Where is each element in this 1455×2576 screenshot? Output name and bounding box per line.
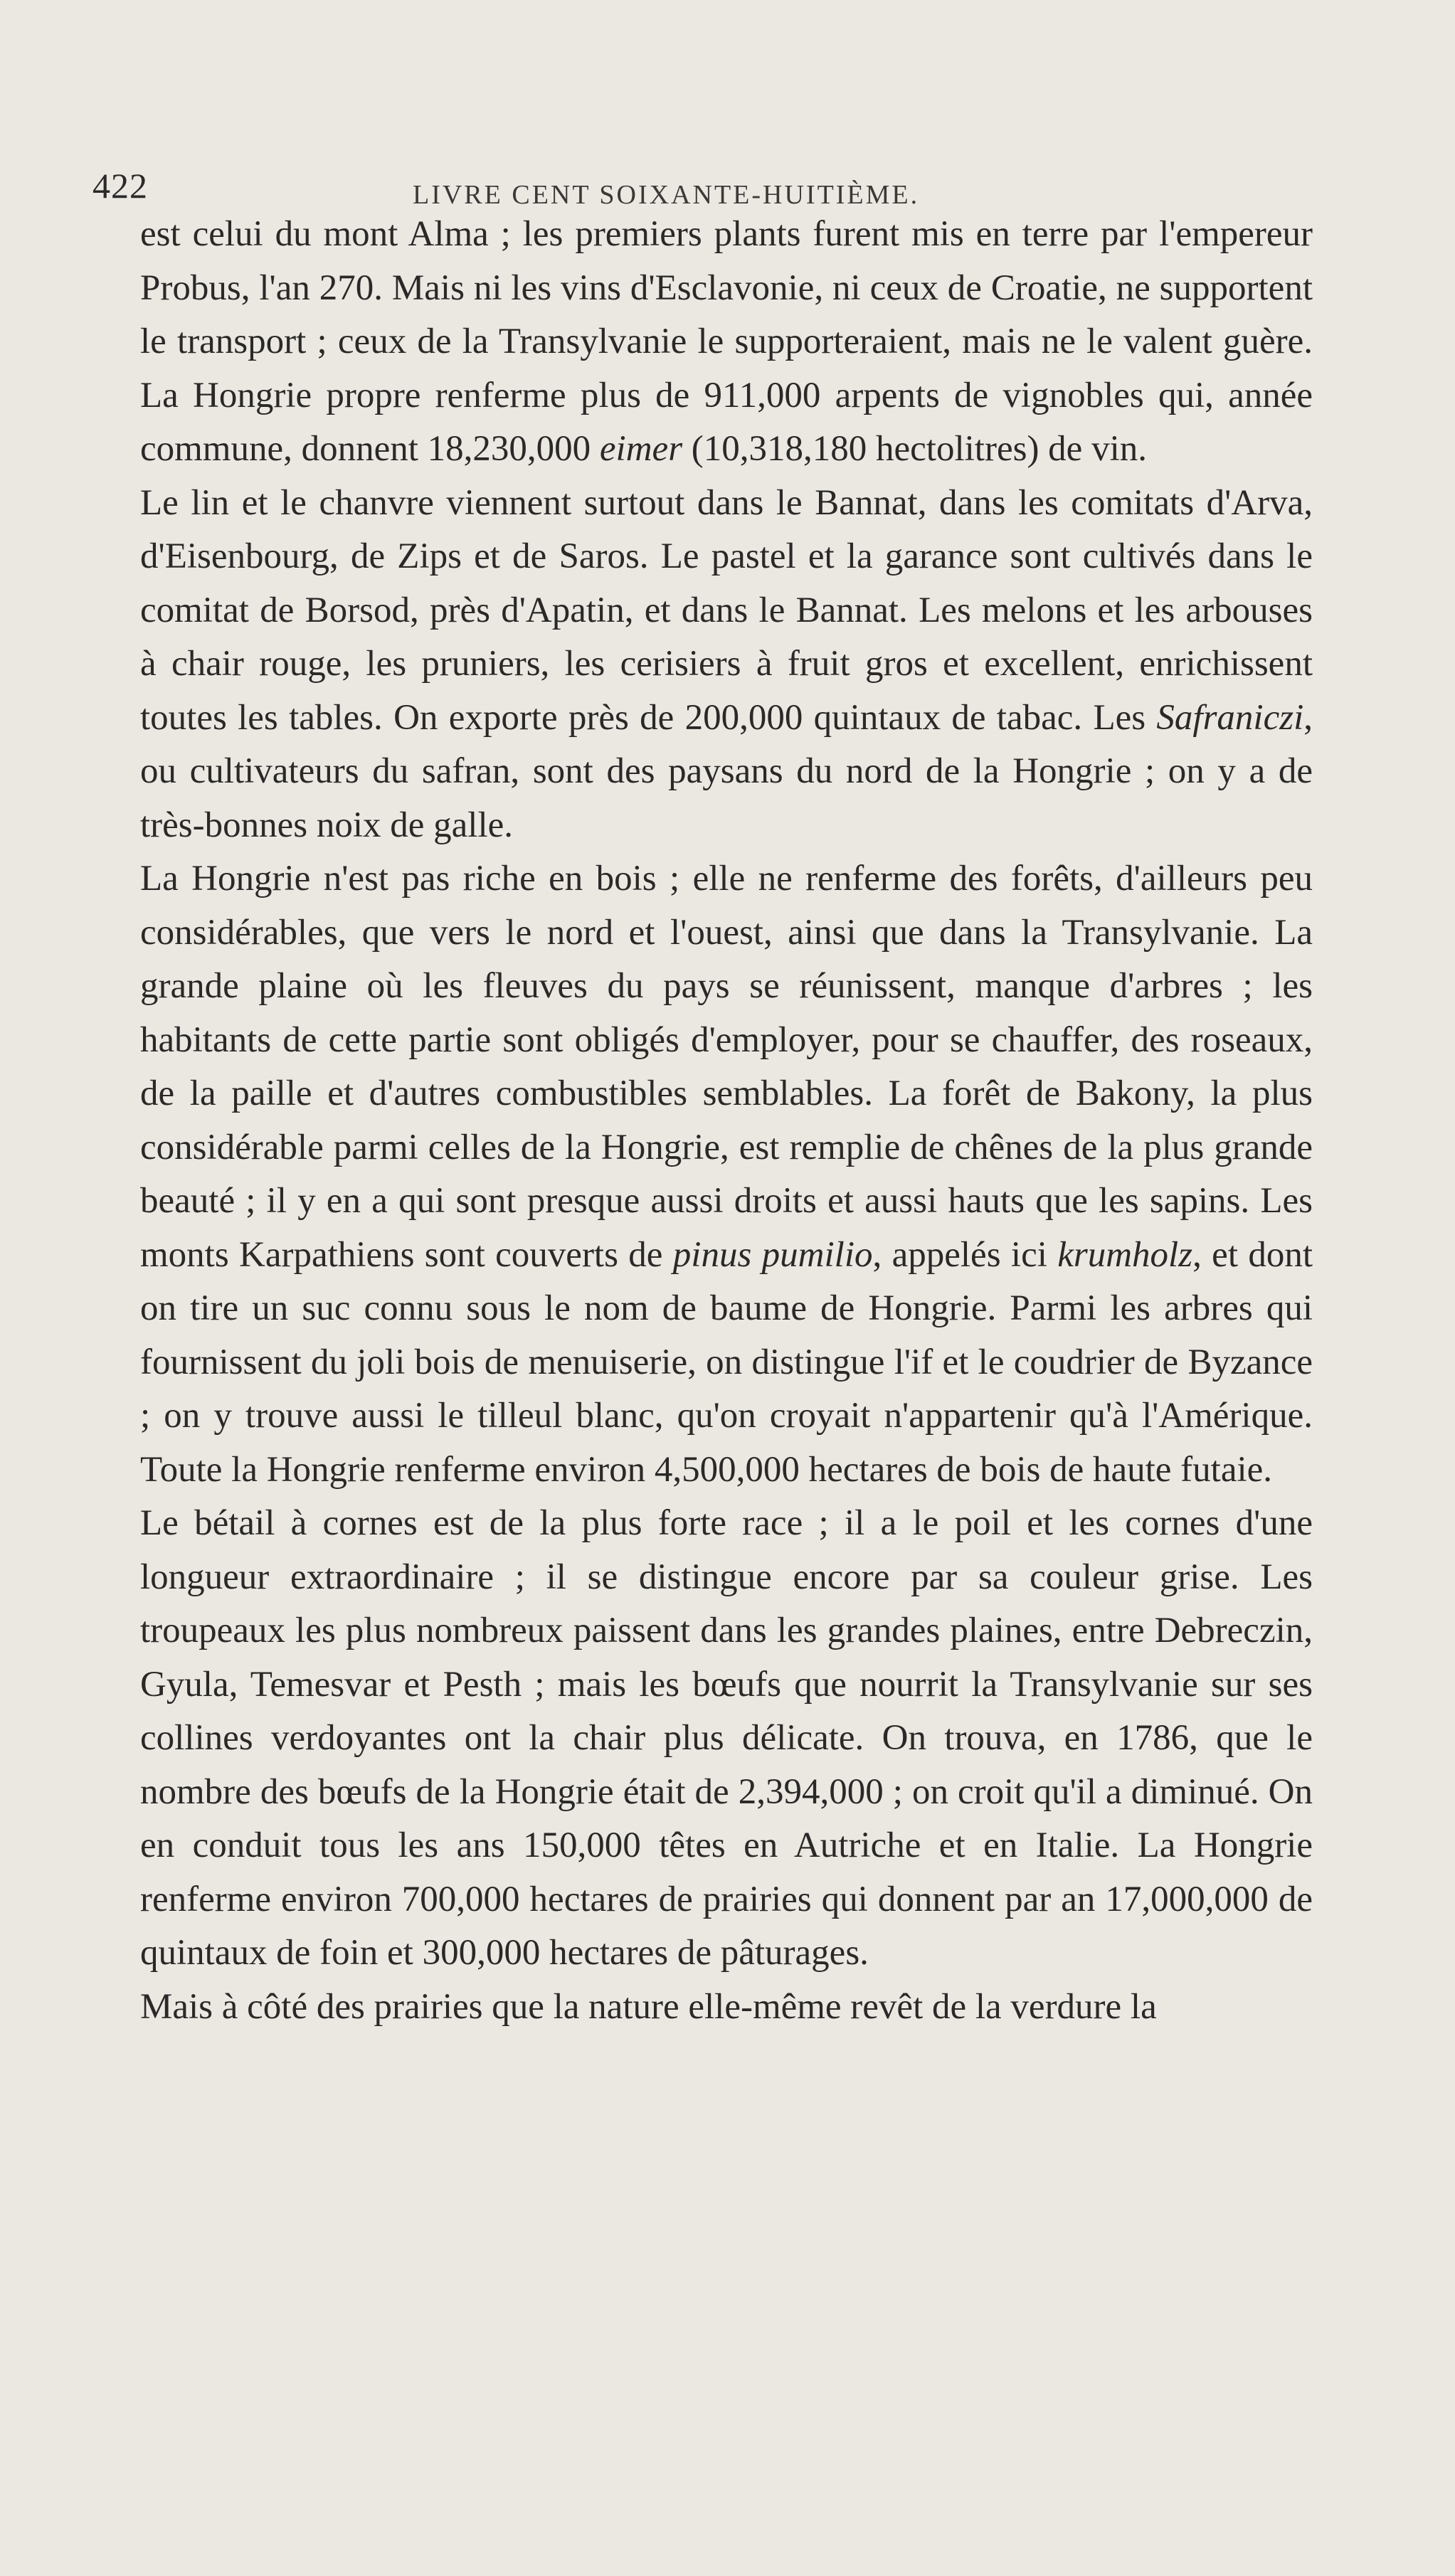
page-number: 422 xyxy=(92,166,148,206)
text-run: est celui du mont Alma ; les premiers plants furent mis en terre par l'empereur Probus, l'an 270. Mais ni les vins d'Esclavonie, ni ceux de Croatie, ne supportent le transport ; ceux de la Transylvanie le supporteraient, mais ne le valent guère. La Hongrie propre renferme plus de 911,000 arpents de vignobles qui, année commune, donnent 18,230,000 xyxy=(140,214,1313,469)
text-run: , ou cultivateurs du safran, sont des paysans du nord de la Hongrie ; on y a de très-bonnes noix de galle. xyxy=(140,697,1313,845)
text-run: Mais à côté des prairies que la nature elle-même revêt de la verdure la xyxy=(140,1986,1157,2027)
italic-term-krumholz: krumholz xyxy=(1057,1234,1193,1275)
paragraph-prairies xyxy=(140,1981,1313,2035)
text-run: La Hongrie n'est pas riche en bois ; elle ne renferme des forêts, d'ailleurs peu considérables, que vers le nord et l'ouest, ainsi que dans la Transylvanie. La grande plaine où les fleuves du pays se réunissent, manque d'arbres ; les habitants de cette partie sont obligés d'employer, pour se chauffer, des roseaux, de la paille et d'autres combustibles semblables. La forêt de Bakony, la plus considérable parmi celles de la Hongrie, est remplie de chênes de la plus grande beauté ; il y en a qui sont presque aussi droits et aussi hauts que les sapins. Les monts Karpathiens sont couverts de xyxy=(140,859,1313,1275)
text-run: , et dont on tire un suc connu sous le nom de baume de Hongrie. Parmi les arbres qui fournissent du joli bois de menuiserie, on distingue l'if et le coudrier de Byzance ; on y trouve aussi le tilleul blanc, qu'on croyait n'appartenir qu'à l'Amérique. Toute la Hongrie renferme environ 4,500,000 hectares de bois de haute futaie. xyxy=(140,1234,1313,1490)
text-run: Le bétail à cornes est de la plus forte race ; il a le poil et les cornes d'une longueur extraordinaire ; il se distingue encore par sa couleur grise. Les troupeaux les plus nombreux paissent dans les grandes plaines, entre Debreczin, Gyula, Temesvar et Pesth ; mais les bœufs que nourrit la Transylvanie sur ses collines verdoyantes ont la chair plus délicate. On trouva, en 1786, que le nombre des bœufs de la Hongrie était de 2,394,000 ; on croit qu'il a diminué. On en conduit tous les ans 150,000 têtes en Autriche et en Italie. La Hongrie renferme environ 700,000 hectares de prairies qui donnent par an 17,000,000 de quintaux de foin et 300,000 hectares de pâturages. xyxy=(140,1503,1313,1973)
body-text xyxy=(140,208,1313,2034)
italic-term-eimer: eimer xyxy=(599,429,683,469)
text-run: (10,318,180 hectolitres) de vin. xyxy=(682,429,1147,469)
paragraph-crops xyxy=(140,477,1313,853)
italic-term-pinus-pumilio: pinus pumilio xyxy=(672,1234,873,1275)
text-run: , appelés ici xyxy=(872,1234,1058,1275)
running-head: LIVRE CENT SOIXANTE-HUITIÈME. xyxy=(413,180,920,210)
paragraph-forests xyxy=(140,852,1313,1497)
paragraph-vineyards xyxy=(140,208,1313,477)
italic-term-safraniczi: Safraniczi xyxy=(1156,697,1304,738)
text-run: Le lin et le chanvre viennent surtout dans le Bannat, dans les comitats d'Arva, d'Eisenbourg, de Zips et de Saros. Le pastel et la garance sont cultivés dans le comitat de Borsod, près d'Apatin, et dans le Bannat. Les melons et les arbouses à chair rouge, les pruniers, les cerisiers à fruit gros et excellent, enrichissent toutes les tables. On exporte près de 200,000 quintaux de tabac. Les xyxy=(140,482,1313,738)
paragraph-cattle xyxy=(140,1497,1313,1981)
